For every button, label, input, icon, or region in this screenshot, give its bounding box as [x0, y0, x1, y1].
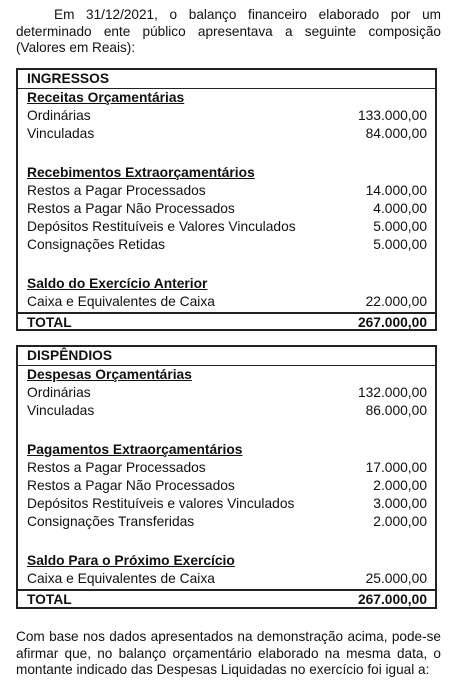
table-row	[18, 570, 435, 588]
row-value: 86.000,00	[365, 403, 427, 418]
table-row	[18, 236, 435, 254]
row-label: Consignações Retidas	[27, 237, 166, 252]
total-value: 267.000,00	[357, 315, 427, 330]
row-label: Ordinárias	[27, 108, 91, 123]
despesas-orcamentarias-heading: Despesas Orçamentárias	[27, 367, 192, 382]
question-paragraph: Com base nos dados apresentados na demonstração acima, pode-se afirmar que, no balanço orçamentário elaborado na mesma data, o montante indicado das Despesas Liquidadas no exercício foi igual a:	[16, 629, 441, 677]
row-value: 25.000,00	[365, 571, 427, 586]
table-row	[18, 125, 435, 143]
row-value: 22.000,00	[365, 294, 427, 309]
row-label: Restos a Pagar Processados	[27, 183, 206, 198]
row-value: 3.000,00	[373, 496, 427, 511]
row-value: 14.000,00	[365, 183, 427, 198]
saldo-exercicio-anterior-heading: Saldo do Exercício Anterior	[27, 276, 208, 291]
table-row	[18, 218, 435, 236]
row-label: Vinculadas	[27, 126, 95, 141]
row-value: 5.000,00	[373, 219, 427, 234]
table-row	[18, 477, 435, 495]
table-row	[18, 495, 435, 513]
row-label: Depósitos Restituíveis e valores Vinculados	[27, 496, 295, 511]
table-row	[18, 200, 435, 218]
row-label: Consignações Transferidas	[27, 514, 195, 529]
row-label: Caixa e Equivalentes de Caixa	[27, 571, 215, 586]
table-row	[18, 513, 435, 531]
ingressos-total-row	[18, 312, 435, 332]
row-value: 2.000,00	[373, 478, 427, 493]
row-label: Vinculadas	[27, 403, 95, 418]
row-label: Restos a Pagar Não Processados	[27, 201, 235, 216]
dispendios-table	[16, 345, 437, 609]
ingressos-header	[18, 70, 435, 89]
intro-paragraph: Em 31/12/2021, o balanço financeiro elaborado por um determinado ente público apresentava a seguinte composição (Valores em Reais):	[16, 7, 441, 55]
table-row	[18, 107, 435, 125]
recebimentos-extraorcamentarios-heading: Recebimentos Extraorçamentários	[27, 165, 255, 180]
row-label: Depósitos Restituíveis e Valores Vinculados	[27, 219, 296, 234]
row-value: 17.000,00	[365, 460, 427, 475]
dispendios-title: DISPÊNDIOS	[27, 348, 113, 363]
table-row	[18, 459, 435, 477]
row-value: 132.000,00	[357, 385, 427, 400]
ingressos-table	[16, 68, 437, 331]
total-label: TOTAL	[27, 315, 72, 330]
total-value: 267.000,00	[357, 592, 427, 607]
receitas-orcamentarias-heading: Receitas Orçamentárias	[27, 90, 185, 105]
row-label: Restos a Pagar Não Processados	[27, 478, 235, 493]
row-value: 2.000,00	[373, 514, 427, 529]
table-row	[18, 182, 435, 200]
dispendios-header	[18, 347, 435, 366]
row-label: Ordinárias	[27, 385, 91, 400]
saldo-proximo-exercicio-heading: Saldo Para o Próximo Exercício	[27, 553, 235, 568]
row-label: Caixa e Equivalentes de Caixa	[27, 294, 215, 309]
row-value: 133.000,00	[357, 108, 427, 123]
table-row	[18, 402, 435, 420]
ingressos-title: INGRESSOS	[27, 71, 110, 86]
dispendios-total-row	[18, 589, 435, 609]
row-value: 84.000,00	[365, 126, 427, 141]
row-label: Restos a Pagar Processados	[27, 460, 206, 475]
row-value: 5.000,00	[373, 237, 427, 252]
table-row	[18, 293, 435, 311]
pagamentos-extraorcamentarios-heading: Pagamentos Extraorçamentários	[27, 442, 243, 457]
row-value: 4.000,00	[373, 201, 427, 216]
total-label: TOTAL	[27, 592, 72, 607]
table-row	[18, 384, 435, 402]
